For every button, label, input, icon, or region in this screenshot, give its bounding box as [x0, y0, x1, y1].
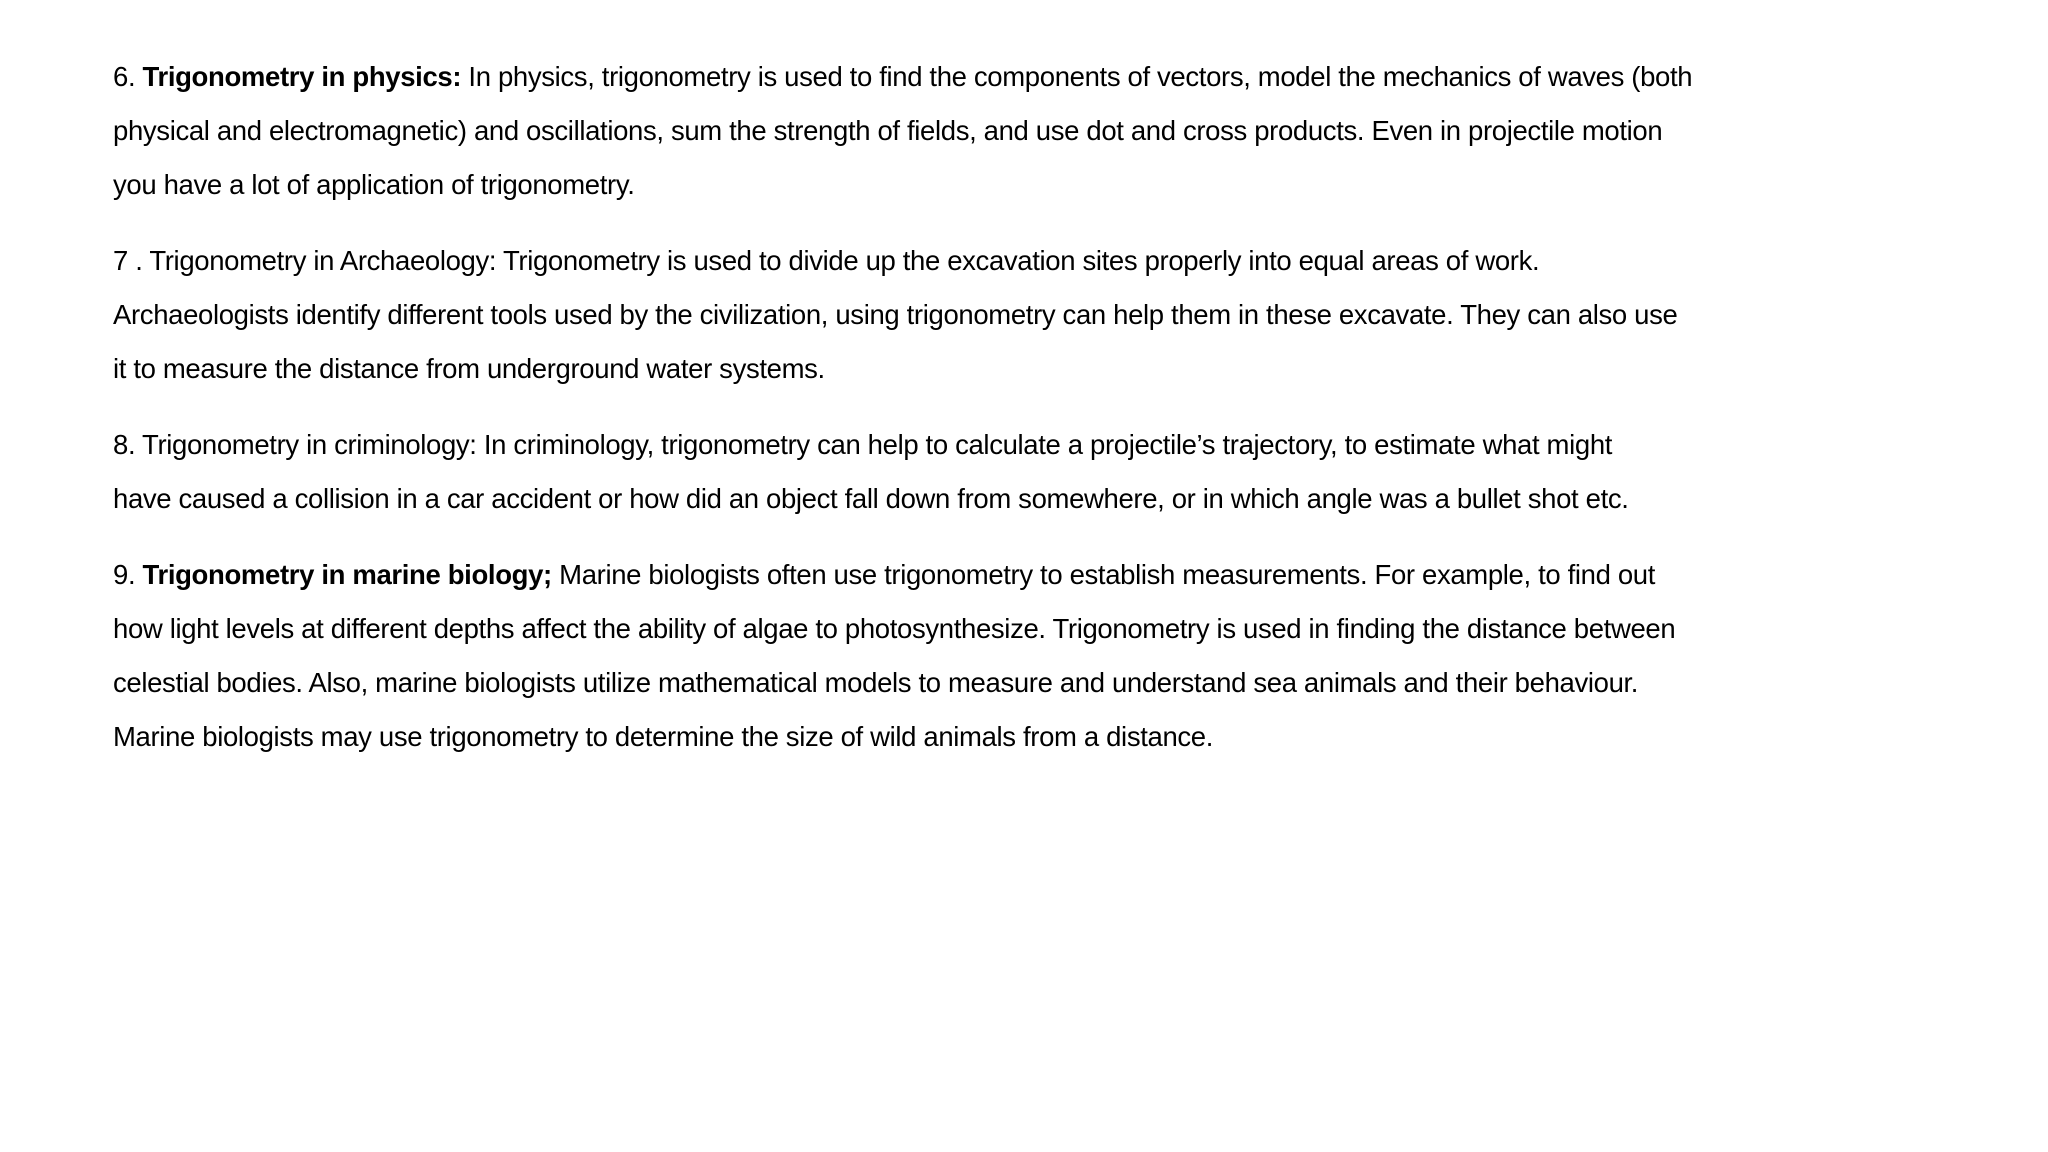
- paragraph-heading: Trigonometry in marine biology;: [142, 559, 552, 590]
- paragraph-text: Marine biologists often use trigonometry to establish measurements. For example, to find out: [551, 559, 1656, 590]
- paragraph-heading: Trigonometry in physics:: [142, 61, 462, 92]
- paragraph-archaeology: [113, 234, 1993, 396]
- paragraph-text: In physics, trigonometry is used to find the components of vectors, model the mechanics of waves (both: [461, 61, 1693, 92]
- text-line: it to measure the distance from underground water systems.: [113, 353, 825, 384]
- text-line: have caused a collision in a car accident or how did an object fall down from somewhere, or in which angle was a bullet shot etc.: [113, 483, 1629, 514]
- text-line: celestial bodies. Also, marine biologists utilize mathematical models to measure and understand sea animals and their behaviour.: [113, 667, 1639, 698]
- text-line: physical and electromagnetic) and oscillations, sum the strength of fields, and use dot and cross products. Even in projectile motion: [113, 115, 1663, 146]
- paragraph-physics: [113, 50, 1993, 212]
- text-line: you have a lot of application of trigonometry.: [113, 169, 635, 200]
- document-body: [113, 50, 1993, 786]
- text-line: [113, 50, 1993, 104]
- paragraph-criminology: [113, 418, 1993, 526]
- text-line: Archaeologists identify different tools used by the civilization, using trigonometry can help them in these excavate. They can also use: [113, 299, 1678, 330]
- text-line: 7 . Trigonometry in Archaeology: Trigonometry is used to divide up the excavation sites properly into equal areas of work.: [113, 245, 1540, 276]
- list-number: 6.: [113, 61, 143, 92]
- text-line: [113, 548, 1993, 602]
- list-number: 9.: [113, 559, 143, 590]
- text-line: 8. Trigonometry in criminology: In criminology, trigonometry can help to calculate a projectile’s trajectory, to estimate what might: [113, 429, 1613, 460]
- text-line: how light levels at different depths affect the ability of algae to photosynthesize. Trigonometry is used in finding the distance between: [113, 613, 1676, 644]
- paragraph-marine-biology: [113, 548, 1993, 764]
- text-line: Marine biologists may use trigonometry to determine the size of wild animals from a distance.: [113, 721, 1214, 752]
